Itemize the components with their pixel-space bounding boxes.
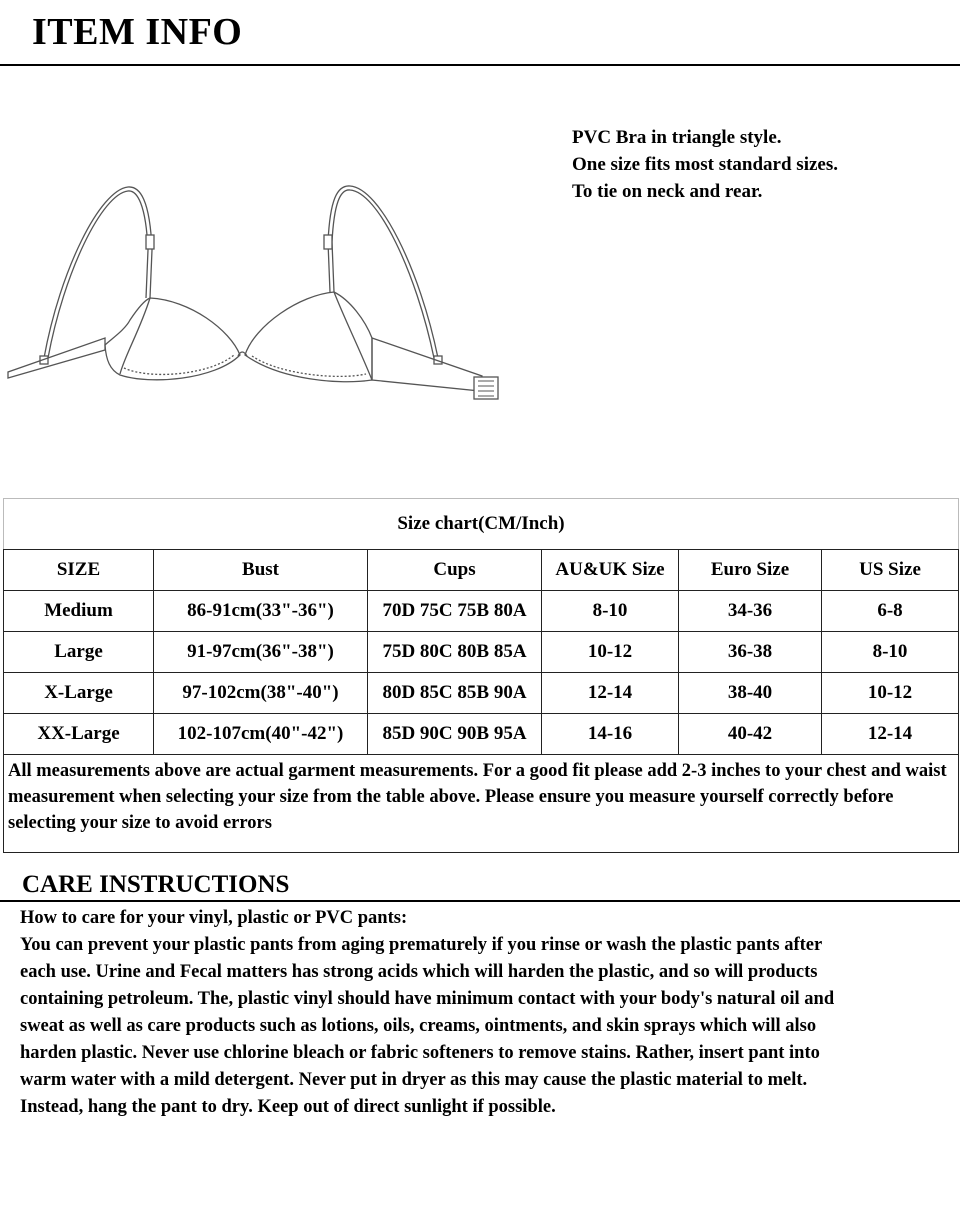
care-line: warm water with a mild detergent. Never put in dryer as this may cause the plastic material to melt. (20, 1070, 808, 1090)
table-cell: XX-Large (4, 714, 154, 755)
column-header-us-size: US Size (822, 550, 959, 591)
table-cell: 86-91cm(33"-36") (154, 591, 368, 632)
table-cell: 12-14 (822, 714, 959, 755)
table-cell: 38-40 (679, 673, 822, 714)
table-cell: 34-36 (679, 591, 822, 632)
table-cell: 75D 80C 80B 85A (368, 632, 542, 673)
care-line: How to care for your vinyl, plastic or PVC pants: (20, 908, 408, 928)
care-line: harden plastic. Never use chlorine bleach or fabric softeners to remove stains. Rather, insert pant into (20, 1043, 820, 1063)
column-header-cups: Cups (368, 550, 542, 591)
table-cell: 70D 75C 75B 80A (368, 591, 542, 632)
table-cell: 10-12 (542, 632, 679, 673)
table-cell: 80D 85C 85B 90A (368, 673, 542, 714)
table-cell: 40-42 (679, 714, 822, 755)
size-chart-caption: Size chart(CM/Inch) (4, 499, 959, 550)
size-chart-note: All measurements above are actual garment measurements. For a good fit please add 2-3 inches to your chest and waist measurement when selecting your size from the table above. Please ensure you measure yourself correctly before selecting your size to avoid errors (4, 755, 959, 853)
description-line: One size fits most standard sizes. (572, 154, 838, 175)
size-chart-table (3, 498, 959, 853)
column-header-euro-size: Euro Size (679, 550, 822, 591)
care-divider (0, 900, 960, 902)
table-cell: 91-97cm(36"-38") (154, 632, 368, 673)
care-line: You can prevent your plastic pants from aging prematurely if you rinse or wash the plastic pants after (20, 935, 823, 955)
table-cell: X-Large (4, 673, 154, 714)
table-cell: 102-107cm(40"-42") (154, 714, 368, 755)
description-line: To tie on neck and rear. (572, 181, 763, 202)
care-line: each use. Urine and Fecal matters has strong acids which will harden the plastic, and so will products (20, 962, 818, 982)
table-cell: 10-12 (822, 673, 959, 714)
care-line: sweat as well as care products such as lotions, oils, creams, ointments, and skin sprays which will also (20, 1016, 817, 1036)
column-header-bust: Bust (154, 550, 368, 591)
table-cell: 6-8 (822, 591, 959, 632)
care-line: containing petroleum. The, plastic vinyl should have minimum contact with your body's natural oil and (20, 989, 835, 1009)
product-description (572, 124, 838, 205)
table-cell: Large (4, 632, 154, 673)
title-divider (0, 64, 960, 66)
table-cell: 97-102cm(38"-40") (154, 673, 368, 714)
care-line: Instead, hang the pant to dry. Keep out of direct sunlight if possible. (20, 1097, 556, 1117)
column-header-size: SIZE (4, 550, 154, 591)
table-row (4, 673, 959, 714)
table-cell: 85D 90C 90B 95A (368, 714, 542, 755)
description-line: PVC Bra in triangle style. (572, 127, 782, 148)
table-cell: 12-14 (542, 673, 679, 714)
table-cell: 14-16 (542, 714, 679, 755)
column-header-au-uk-size: AU&UK Size (542, 550, 679, 591)
bra-line-drawing-icon (0, 180, 505, 405)
table-header-row (4, 550, 959, 591)
table-cell: Medium (4, 591, 154, 632)
page-title: ITEM INFO (32, 11, 243, 53)
table-row (4, 714, 959, 755)
care-instructions-body (20, 905, 950, 1121)
table-cell: 8-10 (822, 632, 959, 673)
table-row (4, 591, 959, 632)
table-cell: 36-38 (679, 632, 822, 673)
care-instructions-heading: CARE INSTRUCTIONS (22, 871, 290, 898)
table-cell: 8-10 (542, 591, 679, 632)
table-row (4, 632, 959, 673)
